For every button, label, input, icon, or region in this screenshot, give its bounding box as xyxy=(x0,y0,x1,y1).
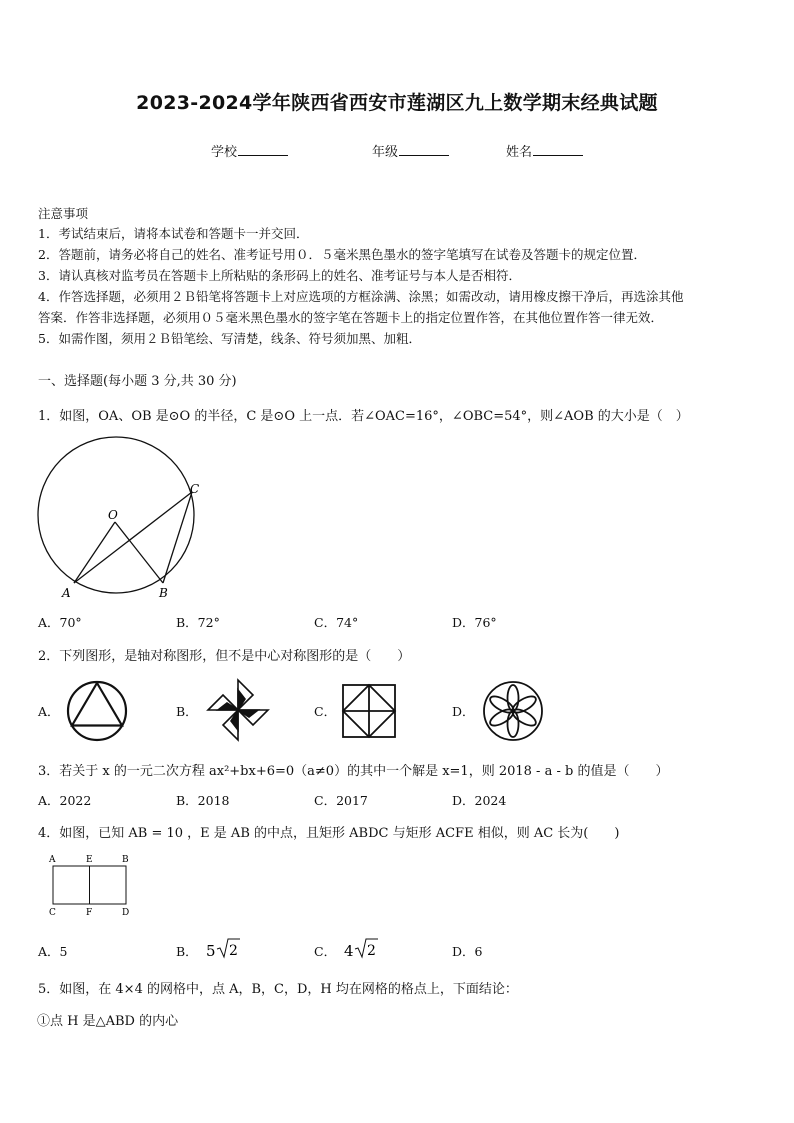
q2-option-d[interactable]: D． xyxy=(452,704,475,719)
section-heading: 一、选择题(每小题 3 分,共 30 分) xyxy=(38,374,237,389)
grade-label: 年级 xyxy=(372,145,399,160)
note-item: 1．考试结束后，请将本试卷和答题卡一并交回． xyxy=(38,226,309,241)
sqrt-icon xyxy=(206,936,240,960)
note-item: 2．答题前，请务必将自己的姓名、准考证号用０．５毫米黑色墨水的签字笔填写在试卷及答题卡的规定位置． xyxy=(38,247,646,262)
grade-blank[interactable] xyxy=(399,141,449,156)
q1-option-a[interactable]: A．70° xyxy=(38,615,82,630)
label-b: B xyxy=(159,586,168,600)
label-f: F xyxy=(86,908,93,918)
q1-option-d[interactable]: D．76° xyxy=(452,615,497,630)
square-diamond-icon xyxy=(341,683,397,739)
name-field[interactable] xyxy=(506,141,583,160)
question-5-conclusion-1: ①点 H 是△ABD 的内心 xyxy=(37,1014,179,1029)
question-5-text: 5．如图，在 4×4 的网格中，点 A，B，C，D，H 均在网格的格点上，下面结论： xyxy=(38,982,518,997)
q3-option-c[interactable]: C．2017 xyxy=(314,793,368,808)
q4-option-a-letter: A． xyxy=(38,944,60,959)
q4-option-c-radicand: 2 xyxy=(367,943,376,959)
segment-bc xyxy=(163,492,192,583)
grade-field[interactable] xyxy=(372,141,449,160)
label-a: A xyxy=(49,855,56,865)
sqrt-icon xyxy=(344,936,378,960)
q4-option-b-radicand: 2 xyxy=(228,943,238,959)
label-d: D xyxy=(122,908,130,918)
question-4-text: 4．如图，已知 AB = 10 ，E 是 AB 的中点，且矩形 ABDC 与矩形 ACFE 相似，则 AC 长为( ) xyxy=(38,826,620,841)
flower-circle-icon xyxy=(482,680,544,742)
q4-option-d[interactable] xyxy=(452,942,482,960)
name-label: 姓名 xyxy=(506,145,533,160)
q4-option-a-value: 5 xyxy=(59,944,68,959)
note-item: 5．如需作图，须用２Ｂ铅笔绘、写清楚，线条、符号须加黑、加粗． xyxy=(38,331,421,346)
q4-rectangle-figure xyxy=(44,852,138,920)
q4-option-b-coef: 5 xyxy=(205,942,216,960)
circle-triangle-icon xyxy=(66,680,128,742)
pinwheel-icon xyxy=(205,677,271,743)
label-o: O xyxy=(108,508,118,522)
segment-oa xyxy=(74,522,115,583)
note-item: 3．请认真核对监考员在答题卡上所粘贴的条形码上的姓名、准考证号与本人是否相符． xyxy=(38,268,521,283)
label-c: C xyxy=(190,482,200,496)
page-title: 2023-2024学年陕西省西安市莲湖区九上数学期末经典试题 xyxy=(136,92,658,114)
school-label: 学校 xyxy=(211,145,238,160)
q3-option-d[interactable]: D．2024 xyxy=(452,793,507,808)
label-e: E xyxy=(86,855,93,865)
note-item: 答案．作答非选择题，必须用０５毫米黑色墨水的签字笔在答题卡上的指定位置作答，在其他位置作答一律无效． xyxy=(38,310,664,325)
q1-circle-figure xyxy=(36,435,206,605)
q2-option-a[interactable]: A． xyxy=(38,704,60,719)
school-blank[interactable] xyxy=(238,141,288,156)
q2-option-b[interactable]: B． xyxy=(176,704,198,719)
q2-option-c[interactable]: C． xyxy=(314,704,337,719)
q4-option-c[interactable] xyxy=(314,936,378,960)
school-field[interactable] xyxy=(211,141,288,160)
q4-option-c-letter: C． xyxy=(314,944,337,959)
name-blank[interactable] xyxy=(533,141,583,156)
q1-option-b[interactable]: B．72° xyxy=(176,615,220,630)
notes-heading: 注意事项 xyxy=(38,206,89,221)
note-item: 4．作答选择题，必须用２Ｂ铅笔将答题卡上对应选项的方框涂满、涂黑；如需改动，请用橡皮擦干净后，再选涂其他 xyxy=(38,289,684,304)
label-a: A xyxy=(62,586,71,600)
segment-ob xyxy=(115,522,163,583)
question-2-text: 2．下列图形，是轴对称图形，但不是中心对称图形的是（ ） xyxy=(38,649,411,664)
question-1-text: 1．如图，OA、OB 是⊙O 的半径，C 是⊙O 上一点．若∠OAC=16°，∠OBC=54°，则∠AOB 的大小是（ ） xyxy=(38,409,689,424)
label-b: B xyxy=(122,855,129,865)
segment-ac xyxy=(74,492,192,583)
q4-option-b[interactable] xyxy=(176,936,240,960)
q4-option-d-value: 6 xyxy=(474,944,483,959)
q4-option-c-coef: 4 xyxy=(344,942,354,960)
q4-option-d-letter: D． xyxy=(452,944,475,959)
q4-option-b-letter: B． xyxy=(176,944,198,959)
question-3-text: 3．若关于 x 的一元二次方程 ax²+bx+6=0（a≠0）的其中一个解是 x=1，则 2018 - a - b 的值是（ ） xyxy=(38,764,669,779)
q3-option-b[interactable]: B．2018 xyxy=(176,793,230,808)
label-c: C xyxy=(49,908,56,918)
q1-option-c[interactable]: C．74° xyxy=(314,615,359,630)
q3-option-a[interactable]: A．2022 xyxy=(38,793,92,808)
q4-option-a[interactable] xyxy=(38,942,67,960)
